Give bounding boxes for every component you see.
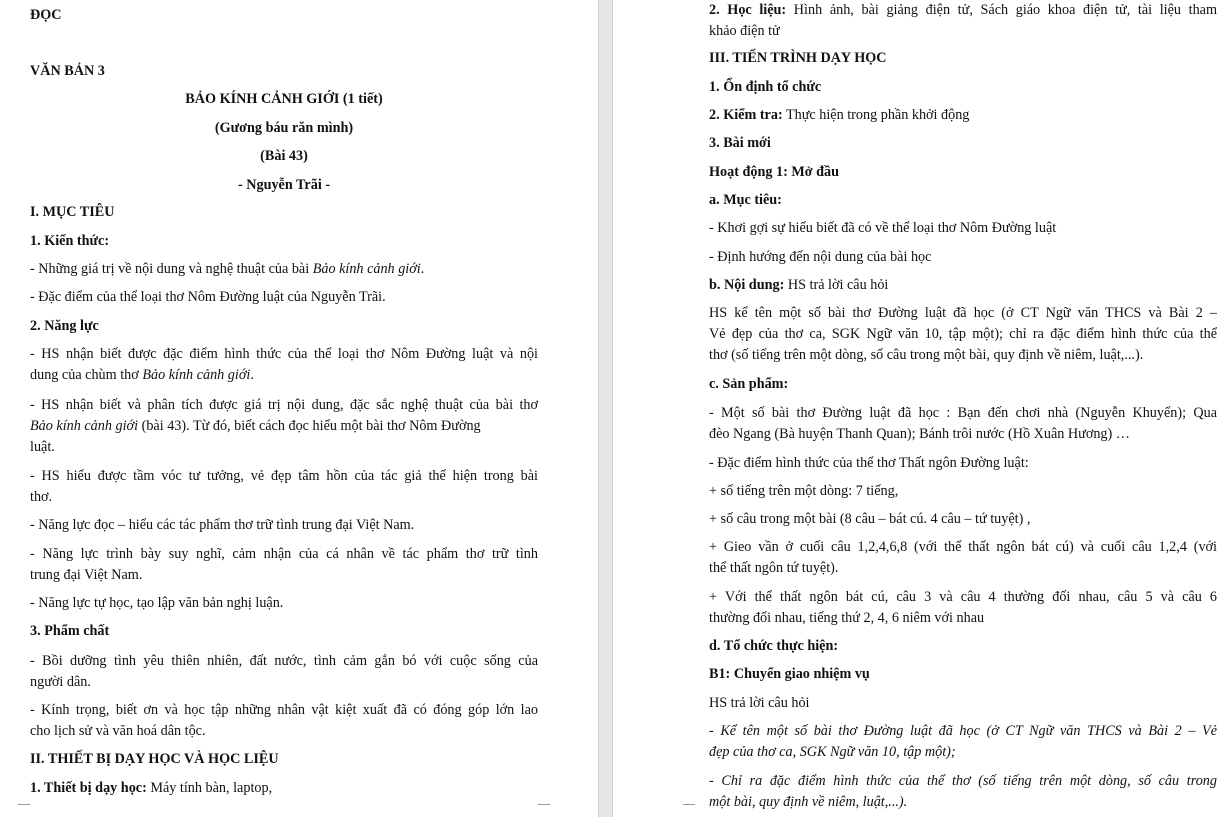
section-heading: I. MỤC TIÊU [30, 204, 115, 220]
paragraph-line [30, 259, 538, 280]
author-line: - Nguyễn Trãi - [237, 177, 331, 193]
paragraph-line: - HS nhận biết được đặc điểm hình thức của thể loại thơ Nôm Đường luật và nội [30, 346, 538, 362]
subsection-heading: d. Tổ chức thực hiện: [709, 638, 839, 654]
subsection-heading: 3. Bài mới [709, 135, 771, 151]
text-run: - Những giá trị về nội dung và nghệ thuật của bài [30, 261, 313, 277]
subsection-heading: 1. Ổn định tổ chức [709, 79, 822, 95]
subsection-heading: 1. Kiến thức: [30, 233, 110, 249]
paragraph-line: luật. [30, 439, 55, 455]
paragraph-line: thơ (số tiếng trên một dòng, số câu trong một bài, quy định về niêm, luật,...). [709, 347, 1144, 363]
paragraph-line: - Năng lực đọc – hiểu các tác phẩm thơ trữ tình trung đại Việt Nam. [30, 517, 415, 533]
paragraph-line: khảo điện tử [709, 23, 780, 39]
lesson-title: BẢO KÍNH CẢNH GIỚI (1 tiết) [185, 91, 383, 107]
text-run: dung của chùm thơ [30, 367, 143, 383]
lesson-subtitle: (Gương báu răn mình) [214, 120, 354, 136]
paragraph-line: HS trả lời câu hỏi [709, 695, 810, 711]
subsection-heading: 2. Năng lực [30, 318, 99, 334]
paragraph-line: - Một số bài thơ Đường luật đã học : Bạn đến chơi nhà (Nguyễn Khuyến); Qua [709, 405, 1217, 421]
paragraph-line: thường đối nhau, tiếng thứ 2, 4, 6 niêm với nhau [709, 610, 985, 626]
page-corner-mark [538, 804, 550, 817]
paragraph-line: một bài, quy định về niêm, luật,...). [709, 794, 908, 810]
paragraph-line: thơ. [30, 489, 53, 505]
paragraph-line: + Với thể thất ngôn bát cú, câu 3 và câu 4 thường đối nhau, câu 5 và câu 6 [709, 589, 1217, 605]
paragraph-line: - Khơi gợi sự hiểu biết đã có về thể loại thơ Nôm Đường luật [709, 220, 1057, 236]
page-corner-mark [683, 804, 695, 817]
text-run: (bài 43). Từ đó, biết cách đọc hiểu một bài thơ Nôm Đường [138, 418, 481, 434]
text-run: HS trả lời câu hỏi [784, 277, 889, 293]
section-heading: III. TIẾN TRÌNH DẠY HỌC [709, 50, 887, 66]
italic-title: Bảo kính cảnh giới [142, 367, 251, 383]
paragraph-line: Vẻ đẹp của thơ ca, SGK Ngữ văn 10, tập một); chỉ ra đặc điểm hình thức của thể [709, 326, 1217, 342]
paragraph-line: HS kể tên một số bài thơ Đường luật đã học (ở CT Ngữ văn THCS và Bài 2 – [709, 305, 1217, 321]
italic-title: Bảo kính cảnh giới [30, 418, 139, 434]
text-run: . [420, 261, 425, 277]
paragraph-line [30, 778, 538, 799]
text-run: Hình ảnh, bài giảng điện tử, Sách giáo khoa điện tử, tài liệu tham [786, 2, 1217, 18]
subsection-heading: a. Mục tiêu: [709, 192, 782, 208]
page-gap [598, 0, 613, 817]
text-run: Máy tính bàn, laptop, [146, 780, 273, 796]
paragraph-line: đèo Ngang (Bà huyện Thanh Quan); Bánh trôi nước (Hồ Xuân Hương) … [709, 426, 1130, 442]
paragraph-line [709, 275, 1217, 296]
paragraph-line: + Gieo vần ở cuối câu 1,2,4,6,8 (với thể thất ngôn bát cú) và cuối câu 1,2,4 (với [709, 539, 1217, 555]
bold-label: b. Nội dung: [709, 277, 785, 293]
document-page-left [0, 0, 598, 817]
paragraph-line: + số câu trong một bài (8 câu – bát cú. 4 câu – tứ tuyệt) , [709, 511, 1031, 527]
paragraph-line: - Đặc điểm hình thức của thể thơ Thất ngôn Đường luật: [709, 455, 1029, 471]
paragraph-line: - HS nhận biết và phân tích được giá trị nội dung, đặc sắc nghệ thuật của bài thơ [30, 397, 538, 413]
paragraph-line [709, 0, 1217, 21]
bold-label: 2. Kiểm tra: [709, 107, 783, 123]
subsection-heading: B1: Chuyển giao nhiệm vụ [709, 666, 870, 682]
paragraph-line: - HS hiểu được tầm vóc tư tưởng, vẻ đẹp tâm hồn của tác giả thể hiện trong bài [30, 468, 538, 484]
subsection-heading: c. Sản phẩm: [709, 376, 789, 392]
page-corner-mark [18, 804, 30, 817]
text-label: VĂN BẢN 3 [30, 63, 105, 79]
bold-label: 2. Học liệu: [709, 2, 787, 18]
paragraph-line: - Bồi dưỡng tình yêu thiên nhiên, đất nước, tình cảm gắn bó với cuộc sống của [30, 653, 538, 669]
italic-title: Bảo kính cảnh giới [312, 261, 421, 277]
subsection-heading: 3. Phẩm chất [30, 623, 110, 639]
paragraph-line: - Năng lực tự học, tạo lập văn bản nghị luận. [30, 595, 284, 611]
paragraph-line: cho lịch sử và văn hoá dân tộc. [30, 723, 206, 739]
paragraph-line: - Kính trọng, biết ơn và học tập những nhân vật kiệt xuất đã có đóng góp lớn lao [30, 702, 538, 718]
paragraph-line [709, 105, 1217, 126]
doc-header: ĐỌC [30, 7, 62, 23]
paragraph-line [30, 416, 538, 437]
document-page-right [613, 0, 1227, 817]
paragraph-line: - Kể tên một số bài thơ Đường luật đã học (ở CT Ngữ văn THCS và Bài 2 – Vẻ [709, 723, 1217, 739]
paragraph-line: - Năng lực trình bày suy nghĩ, cảm nhận của cá nhân về tác phẩm thơ trữ tình [30, 546, 538, 562]
text-run: . [250, 367, 254, 383]
lesson-number: (Bài 43) [260, 148, 308, 164]
text-run: Thực hiện trong phần khởi động [782, 107, 970, 123]
paragraph-line: người dân. [30, 674, 91, 690]
paragraph-line: đẹp của thơ ca, SGK Ngữ văn 10, tập một); [709, 744, 956, 760]
paragraph-line: trung đại Việt Nam. [30, 567, 143, 583]
bold-label: 1. Thiết bị dạy học: [30, 780, 147, 796]
activity-heading: Hoạt động 1: Mở đầu [709, 164, 840, 180]
paragraph-line: thể thất ngôn tứ tuyệt). [709, 560, 839, 576]
paragraph-line: - Chỉ ra đặc điểm hình thức của thể thơ (số tiếng trên một dòng, số câu trong [709, 773, 1217, 789]
paragraph-line: - Đặc điểm của thể loại thơ Nôm Đường luật của Nguyễn Trãi. [30, 289, 386, 305]
section-heading: II. THIẾT BỊ DẠY HỌC VÀ HỌC LIỆU [30, 751, 279, 767]
paragraph-line: + số tiếng trên một dòng: 7 tiếng, [709, 483, 899, 499]
paragraph-line: - Định hướng đến nội dung của bài học [709, 249, 932, 265]
paragraph-line [30, 365, 538, 386]
